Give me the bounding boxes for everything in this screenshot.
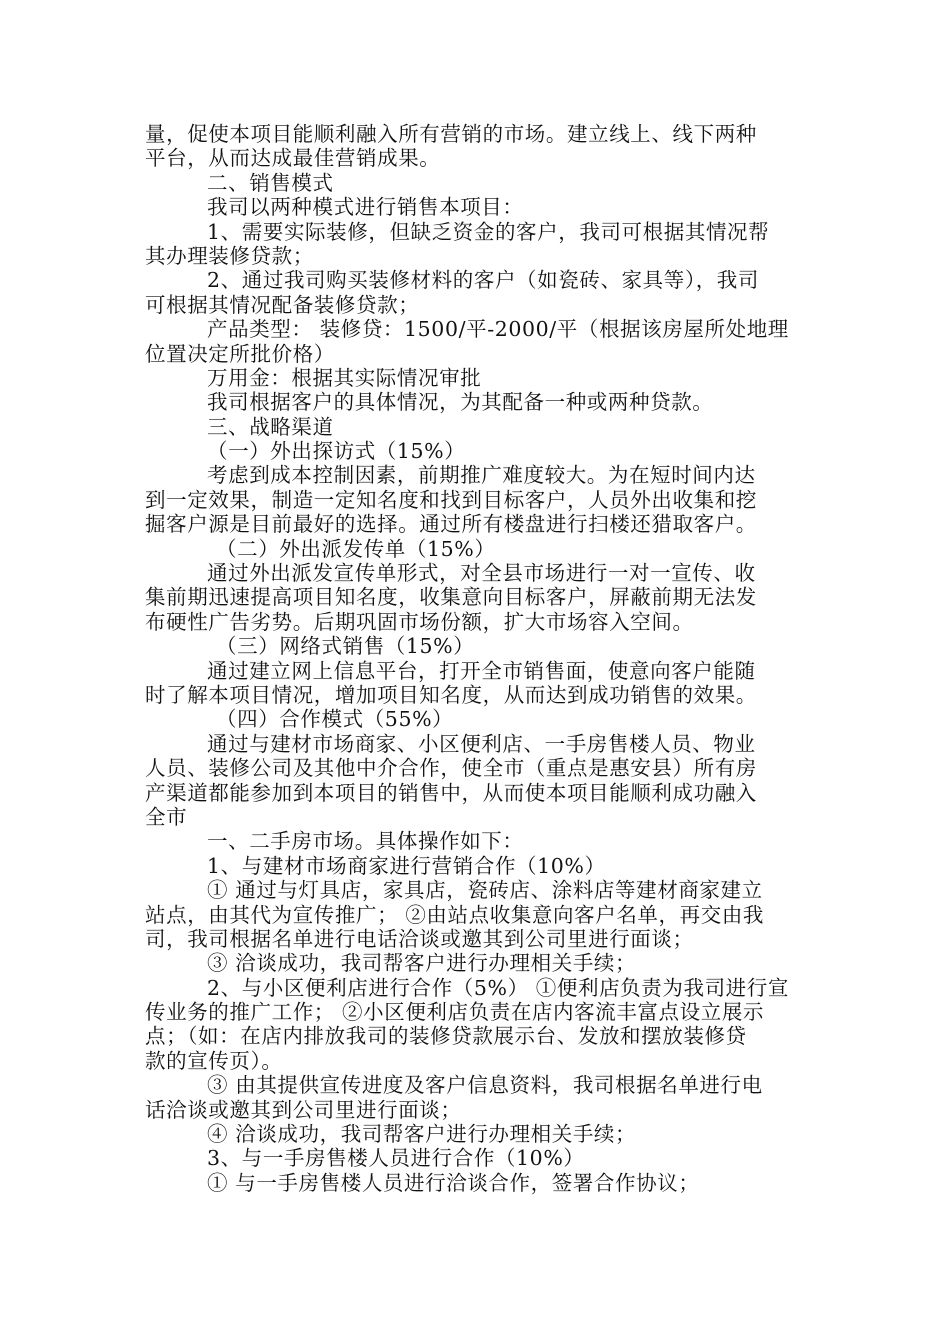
text-line: 3、与一手房售楼人员进行合作（10%） [207,1146,585,1171]
text-line: （四）合作模式（55%） [216,707,454,732]
text-line: ③ 由其提供宣传进度及客户信息资料，我司根据名单进行电 [207,1073,763,1098]
text-line: 1、与建材市场商家进行营销合作（10%） [207,853,606,878]
text-line: ③ 洽谈成功，我司帮客户进行办理相关手续； [207,951,637,976]
text-line: 通过外出派发宣传单形式，对全县市场进行一对一宣传、收 [207,561,756,586]
text-line: ① 与一手房售楼人员进行洽谈合作，签署合作协议； [207,1170,700,1195]
text-line: 其办理装修贷款； [145,243,314,268]
text-line: 集前期迅速提高项目知名度，收集意向目标客户，屏蔽前期无法发 [145,585,757,610]
text-line: 考虑到成本控制因素，前期推广难度较大。为在短时间内达 [207,463,756,488]
text-line: 话洽谈或邀其到公司里进行面谈； [145,1097,462,1122]
text-line: 2、通过我司购买装修材料的客户（如瓷砖、家具等），我司 [207,268,759,293]
text-line: 我司根据客户的具体情况，为其配备一种或两种贷款。 [207,390,714,415]
text-line: 产渠道都能参加到本项目的销售中，从而使本项目能顺利成功融入 [145,780,757,805]
text-line: 产品类型： 装修贷：1500/平-2000/平（根据该房屋所处地理 [207,317,789,342]
text-line: 到一定效果，制造一定知名度和找到目标客户，人员外出收集和挖 [145,487,757,512]
text-line: 三、战略渠道 [207,414,334,439]
text-line: 司，我司根据名单进行电话洽谈或邀其到公司里进行面谈； [145,926,694,951]
text-line: 量，促使本项目能顺利融入所有营销的市场。建立线上、线下两种 [145,122,757,146]
text-line: 布硬性广告劣势。后期巩固市场份额，扩大市场容入空间。 [145,609,694,634]
text-line: ④ 洽谈成功，我司帮客户进行办理相关手续； [207,1122,637,1147]
text-line: 款的宣传页）。 [145,1048,283,1073]
text-line: 可根据其情况配备装修贷款； [145,292,420,317]
text-line: 全市 [145,804,188,829]
text-line: ① 通过与灯具店，家具店，瓷砖店、涂料店等建材商家建立 [207,878,763,903]
text-line: 位置决定所批价格） [145,341,335,366]
text-line: 平台，从而达成最佳营销成果。 [145,146,441,171]
document-body [145,122,810,1195]
text-line: 一、二手房市场。具体操作如下： [207,829,524,854]
text-line: 二、销售模式 [207,170,334,195]
text-line: 掘客户源是目前最好的选择。通过所有楼盘进行扫楼还猎取客户。 [145,512,757,537]
text-line: 我司以两种模式进行销售本项目： [207,195,524,220]
text-line: （三）网络式销售（15%） [216,634,475,659]
text-line: 传业务的推广工作； ②小区便利店负责在店内客流丰富点设立展示 [145,1000,765,1025]
text-line: 1、需要实际装修，但缺乏资金的客户，我司可根据其情况帮 [207,219,770,244]
text-line: 时了解本项目情况，增加项目知名度，从而达到成功销售的效果。 [145,682,757,707]
text-line: 通过建立网上信息平台，打开全市销售面，使意向客户能随 [207,658,756,683]
text-line: （二）外出派发传单（15%） [216,536,496,561]
text-line: 2、与小区便利店进行合作（5%） ①便利店负责为我司进行宣 [207,975,789,1000]
text-line: 通过与建材市场商家、小区便利店、一手房售楼人员、物业 [207,731,756,756]
text-line: 站点，由其代为宣传推广； ②由站点收集意向客户名单，再交由我 [145,902,765,927]
text-line: （一）外出探访式（15%） [207,439,466,464]
text-line: 万用金：根据其实际情况审批 [207,365,482,390]
text-line: 人员、装修公司及其他中介合作，使全市（重点是惠安县）所有房 [145,756,757,781]
text-line: 点；（如：在店内排放我司的装修贷款展示台、发放和摆放装修贷 [145,1024,747,1049]
